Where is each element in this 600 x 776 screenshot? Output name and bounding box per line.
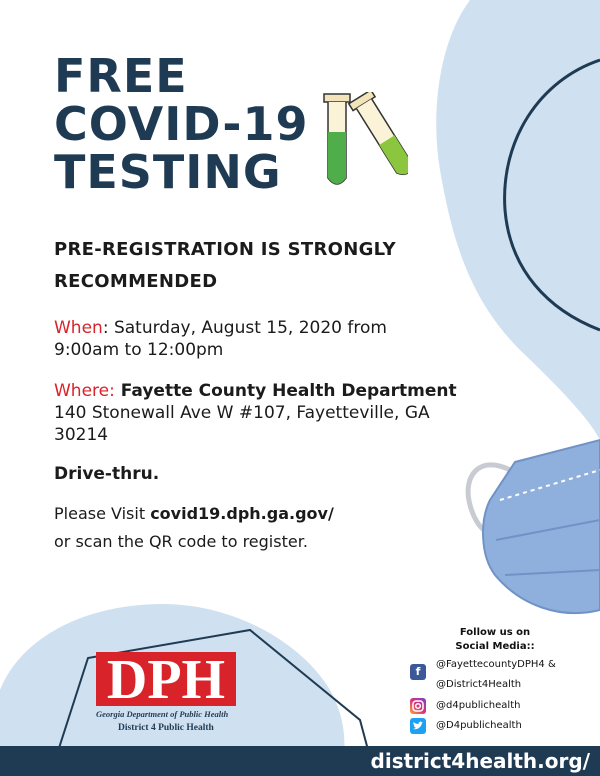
preregistration-notice: PRE-REGISTRATION IS STRONGLY RECOMMENDED [54, 239, 396, 292]
twitter-icon[interactable] [410, 718, 426, 734]
event-when [54, 317, 454, 361]
face-mask-icon [468, 440, 600, 613]
where-place: Fayette County Health Department [114, 381, 457, 401]
dph-logo [96, 648, 236, 710]
footer-bar [0, 746, 600, 776]
where-address: 140 Stonewall Ave W #107, Fayetteville, GA 30214 [54, 403, 430, 445]
instagram-icon[interactable] [410, 698, 426, 714]
facebook-handle-1[interactable]: @FayettecountyDPH4 & [436, 659, 556, 670]
social-heading [440, 626, 550, 654]
visit-qr-text: or scan the QR code to register. [54, 532, 308, 551]
headline-line-3: TESTING [54, 145, 282, 199]
footer-website-link[interactable]: district4health.org/ [370, 749, 590, 773]
headline [54, 49, 309, 199]
headline-line-2: COVID-19 [54, 97, 309, 151]
registration-link[interactable]: covid19.dph.ga.gov/ [150, 504, 334, 523]
social-heading-line-2: Social Media:: [455, 641, 535, 652]
top-right-blob [436, 0, 600, 440]
drive-thru-note: Drive-thru. [54, 464, 160, 484]
facebook-handles [436, 658, 556, 692]
test-tubes-icon [318, 92, 408, 192]
event-where [54, 380, 474, 446]
registration-instructions [54, 500, 334, 556]
visit-prefix: Please Visit [54, 504, 151, 523]
instagram-handle[interactable]: @d4publichealth [436, 700, 521, 711]
social-heading-line-1: Follow us on [459, 627, 531, 638]
facebook-handle-2[interactable]: @District4Health [436, 679, 522, 690]
headline-line-1: FREE [54, 49, 188, 103]
when-label: When [54, 318, 103, 338]
dph-logo-mark: DPH [106, 649, 226, 710]
dph-district-name: District 4 Public Health [118, 723, 214, 733]
facebook-icon[interactable]: f [410, 664, 426, 680]
twitter-handle[interactable]: @D4publichealth [436, 720, 522, 731]
dph-org-name: Georgia Department of Public Health [96, 709, 229, 719]
when-text: : Saturday, August 15, 2020 from 9:00am to 12:00pm [54, 318, 387, 360]
where-label: Where: [54, 381, 115, 401]
